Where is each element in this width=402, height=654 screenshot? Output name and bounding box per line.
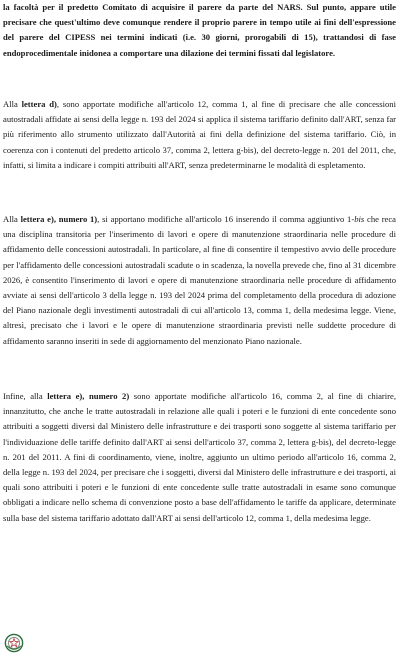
paragraph-2-heading: lettera d) [21, 99, 57, 109]
paragraph-3-heading: lettera e), numero 1) [20, 214, 98, 224]
paragraph-1 [3, 0, 396, 61]
paragraph-3-mid: , si apportano modifiche all'articolo 16 inserendo il comma aggiuntivo 1- [97, 214, 355, 224]
paragraph-4-body: sono apportate modifiche all'articolo 16, comma 2, al fine di chiarire, innanzitutto, che anche le tratte autostradali in relazione alle quali i poteri e le funzioni di ente concedente sono attribuiti a soggetti diversi dal Ministero delle infrastrutture e dei trasporti sono soggette al sistema tariffario per l'individuazione delle tariffe definito dall'ART ai sensi dell'articolo 37, comma 2, lettera g-bis), del decreto-legge n. 201 del 2011. A fini di coordinamento, viene, inoltre, aggiunto un ultimo periodo all'articolo 16, comma 2, della legge n. 193 del 2024, per precisare che i soggetti, diversi dal Ministero delle infrastrutture e dei trasporti, ai quali sono attribuiti i poteri e le funzioni di ente concedente sulle tratte autostradali in esame sono comunque obbligati a indicare nello schema di convenzione posto a base dell'affidamento le tariffe da applicare, determinate sulla base del sistema tariffario adottato dall'ART ai sensi dell'articolo 12, comma 1, della medesima legge. [3, 391, 396, 523]
paragraph-3 [3, 212, 396, 349]
paragraph-3-body: che reca una disciplina transitoria per l'inserimento di lavori e opere di manutenzione straordinaria nelle procedure di affidamento delle concessioni autostradali. In particolare, al fine di consentire il tempestivo avvio delle procedure per l'affidamento delle concessioni autostradali scadute o in scadenza, la novella prevede che, fino al 31 dicembre 2026, è consentito l'inserimento di lavori e opere di manutenzione straordinaria nelle procedure di affidamento avviate ai sensi dell'articolo 3 della legge n. 193 del 2024 prima del completamento della procedura di adozione del Piano nazionale degli investimenti autostradali di cui all'articolo 13, comma 1, della medesima legge. Viene, altresì, precisato che i lavori e le opere di manutenzione straordinaria previsti nelle suddette procedure di affidamento saranno inseriti in sede di aggiornamento del menzionato Piano nazionale. [3, 214, 396, 346]
paragraph-2 [3, 97, 396, 173]
paragraph-4-lead: Infine, alla [3, 391, 48, 401]
paragraph-3-lead: Alla [3, 214, 21, 224]
paragraph-1-text: la facoltà per il predetto Comitato di acquisire il parere da parte del NARS. Sul punto, appare utile precisare che quest'ultimo deve comunque rendere il proprio parere in tempo utile ai fini dell'espressione del parere del CIPESS nei termini indicati (i.e. 30 giorni, prorogabili di 15), trattandosi di fase endoprocedimentale inidonea a comportare una dilazione dei termini fissati dal legislatore. [3, 2, 396, 58]
paragraph-2-lead: Alla [3, 99, 22, 109]
paragraph-4-heading: lettera e), numero 2) [47, 391, 130, 401]
paragraph-2-body: , sono apportate modifiche all'articolo 12, comma 1, al fine di precisare che alle concessioni autostradali affidate ai sensi della legge n. 193 del 2024 si applica il sistema tariffario definito dall'ART, senza far più riferimento allo strumento utilizzato dall'Autorità ai fini della definizione del sistema tariffario. Ciò, in coerenza con i contenuti del predetto articolo 37, comma 2, lettera g-bis), del decreto-legge n. 201 del 2011, che, infatti, si limita a indicare i compiti attribuiti all'ART, senza predeterminarne le modalità di espletamento. [3, 99, 396, 170]
paragraph-3-italic: bis [354, 214, 365, 224]
italian-republic-emblem-icon [4, 633, 24, 653]
paragraph-4 [3, 389, 396, 526]
